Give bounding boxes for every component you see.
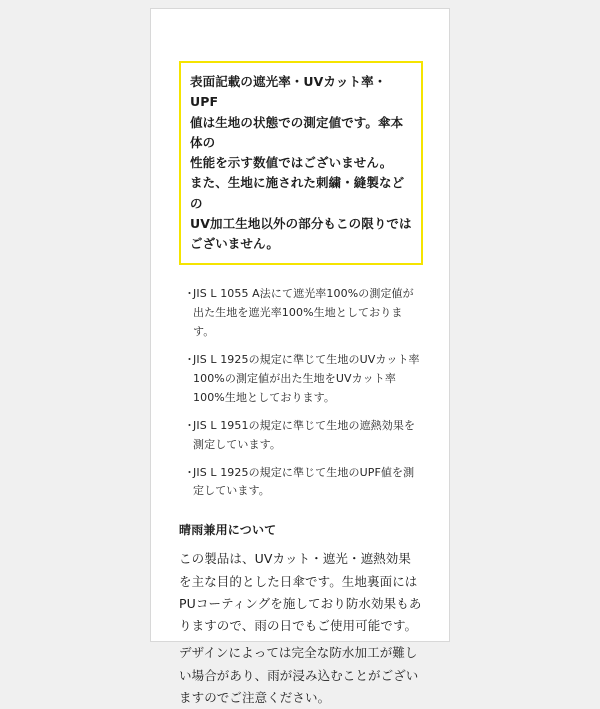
highlight-line-5: UV加工生地以外の部分もこの限りでは xyxy=(190,215,412,231)
document-content xyxy=(179,61,423,709)
highlight-line-2: 値は生地の状態での測定値です。傘本体の xyxy=(190,114,404,150)
list-item xyxy=(184,417,423,455)
highlight-line-1: 表面記載の遮光率・UVカット率・UPF xyxy=(190,74,387,110)
section-paragraph: この製品は、UVカット・遮光・遮熱効果を主な目的とした日傘です。生地裏面にはPUコーティングを施しており防水効果もありますので、雨の日でもご使用可能です。 xyxy=(179,551,422,634)
list-item xyxy=(184,285,423,342)
highlight-line-4: また、生地に施された刺繍・縫製などの xyxy=(190,175,405,211)
list-item xyxy=(184,464,423,502)
bullet-marker-icon: ・ xyxy=(184,418,196,432)
section-heading: 晴雨兼用について xyxy=(179,523,277,538)
list-item-text: JIS L 1951の規定に準じて生地の遮熱効果を測定しています。 xyxy=(193,418,416,451)
highlight-line-3: 性能を示す数値ではございません。 xyxy=(190,155,393,170)
document-page xyxy=(150,8,450,705)
list-item-text: JIS L 1925の規定に準じて生地のUPF値を測定しています。 xyxy=(193,465,415,498)
rain-use-section xyxy=(179,521,423,709)
highlight-line-6: ございません。 xyxy=(190,236,279,251)
section-paragraph: デザインによっては完全な防水加工が難しい場合があり、雨が浸み込むことがございますのでご注意ください。 xyxy=(179,645,419,705)
list-item xyxy=(184,351,423,408)
bullet-marker-icon: ・ xyxy=(184,287,196,301)
list-item-text: JIS L 1925の規定に準じて生地のUVカット率100%の測定値が出た生地をUVカット率100%生地としております。 xyxy=(193,352,420,404)
bullet-marker-icon: ・ xyxy=(184,465,196,479)
bullet-marker-icon: ・ xyxy=(184,352,196,366)
standards-bullet-list xyxy=(179,285,423,501)
highlight-notice-box xyxy=(179,61,423,265)
list-item-text: JIS L 1055 A法にて遮光率100%の測定値が出た生地を遮光率100%生地としております。 xyxy=(193,287,414,339)
